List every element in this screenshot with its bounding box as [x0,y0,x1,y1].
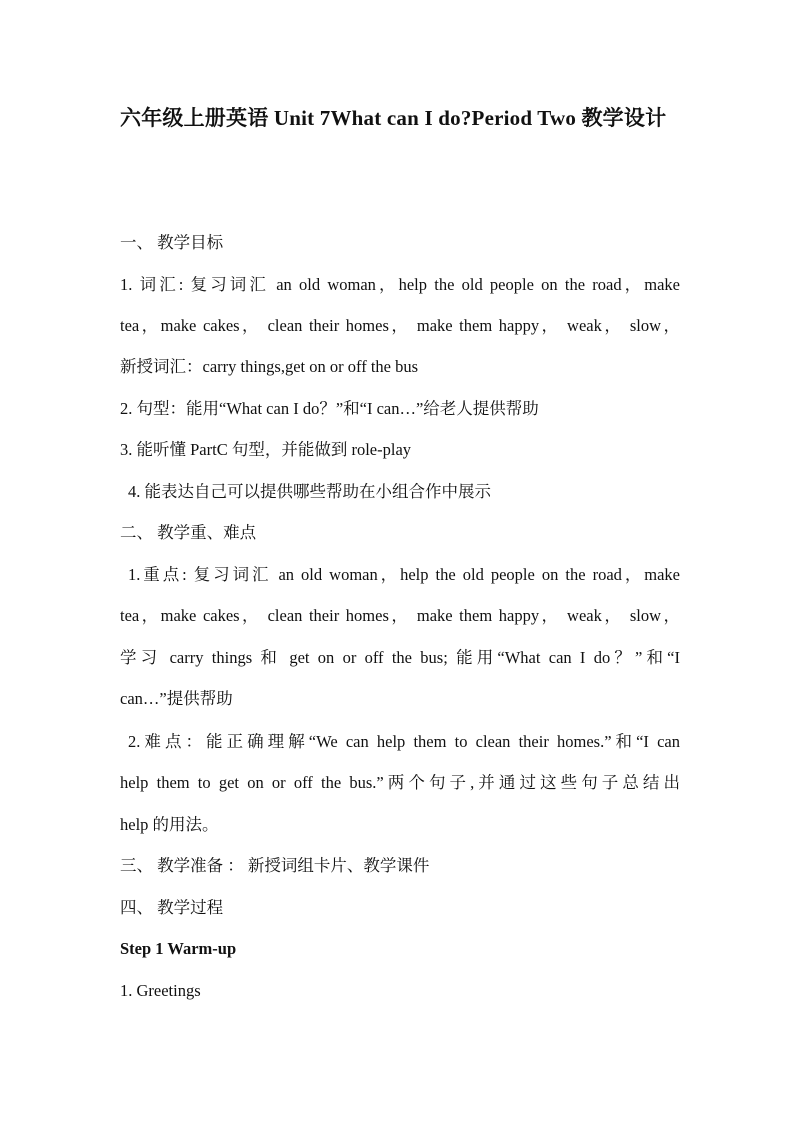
paragraph-line: can…”提供帮助 [120,689,233,708]
section-heading-preparation: 三、 教学准备 ： 新授词组卡片、教学课件 [120,856,430,875]
paragraph-line: 新授词汇：carry things,get on or off the bus [120,357,419,376]
document-title: 六年级上册英语 Unit 7What can I do?Period Two 教学设计 [120,106,667,130]
paragraph-line: 1. Greetings [120,981,201,1000]
section-heading-key-points: 二、 教学重、难点 [120,523,257,542]
paragraph-line: 3. 能听懂 PartC 句型，并能做到 role-play [120,440,412,459]
paragraph-line: tea，make cakes， clean their homes， make them happy， weak， slow， [120,316,680,335]
step-heading: Step 1 Warm-up [120,939,237,958]
paragraph-line: 2. 句型：能用“What can I do？”和“I can…”给老人提供帮助 [120,399,539,418]
paragraph-line: 学习 carry things 和 get on or off the bus; 能用“What can I do？”和“I [120,648,680,667]
paragraph-line: 1. 词汇: 复习词汇 an old woman，help the old people on the road，make [120,275,680,294]
section-heading-process: 四、 教学过程 [120,898,224,917]
paragraph-line: tea，make cakes， clean their homes， make them happy， weak， slow， [120,606,680,625]
paragraph-line: 1.重点: 复习词汇 an old woman，help the old people on the road，make [128,565,680,584]
paragraph-line: 4. 能表达自己可以提供哪些帮助在小组合作中展示 [128,482,491,501]
paragraph-line: help 的用法。 [120,815,219,834]
paragraph-line: 2.难点：能正确理解“We can help them to clean their homes.”和“I can [128,732,680,751]
section-heading-objectives: 一、 教学目标 [120,233,224,252]
paragraph-line: help them to get on or off the bus.”两个句子,并通过这些句子总结出 [120,773,680,792]
